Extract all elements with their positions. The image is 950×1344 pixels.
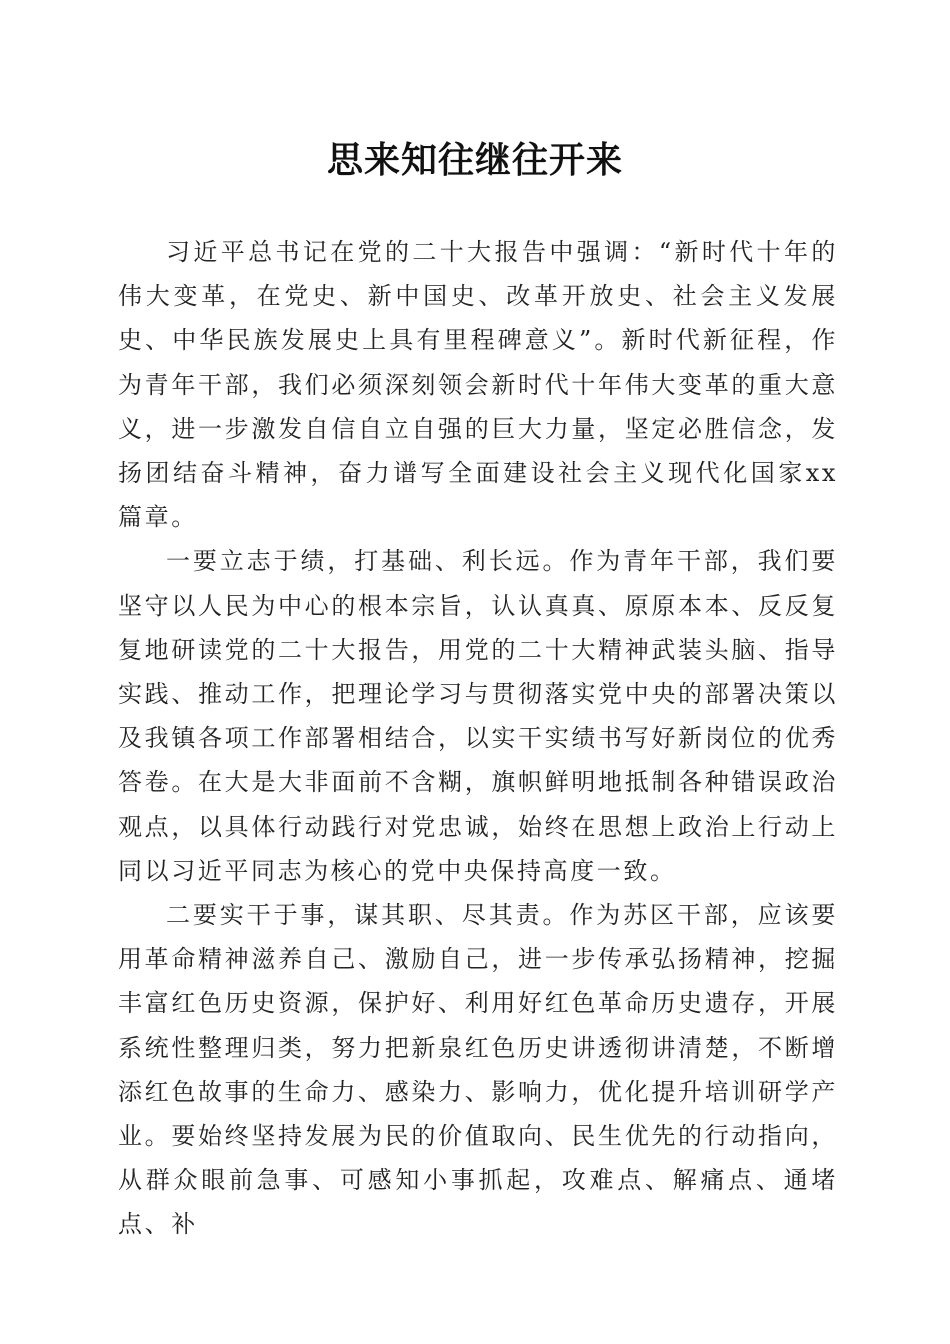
document-body — [118, 230, 838, 1247]
paragraph-point-one: 一要立志于绩，打基础、利长远。作为青年干部，我们要坚守以人民为中心的根本宗旨，认认真真、原原本本、反反复复地研读党的二十大报告，用党的二十大精神武装头脑、指导实践、推动工作，把理论学习与贯彻落实党中央的部署决策以及我镇各项工作部署相结合，以实干实绩书写好新岗位的优秀答卷。在大是大非面前不含糊，旗帜鲜明地抵制各种错误政治观点，以具体行动践行对党忠诚，始终在思想上政治上行动上同以习近平同志为核心的党中央保持高度一致。 — [118, 547, 838, 885]
document-title: 思来知往继往开来 — [326, 139, 623, 181]
paragraph-point-two: 二要实干于事，谋其职、尽其责。作为苏区干部，应该要用革命精神滋养自己、激励自己，进一步传承弘扬精神，挖掘丰富红色历史资源，保护好、利用好红色革命历史遗存，开展系统性整理归类，努力把新泉红色历史讲透彻讲清楚，不断增添红色故事的生命力、感染力、影响力，优化提升培训研学产业。要始终坚持发展为民的价值取向、民生优先的行动指向，从群众眼前急事、可感知小事抓起，攻难点、解痛点、通堵点、补 — [118, 901, 838, 1239]
paragraph-intro: 习近平总书记在党的二十大报告中强调：“新时代十年的伟大变革，在党史、新中国史、改革开放史、社会主义发展史、中华民族发展史上具有里程碑意义”。新时代新征程，作为青年干部，我们必须深刻领会新时代十年伟大变革的重大意义，进一步激发自信自立自强的巨大力量，坚定必胜信念，发扬团结奋斗精神，奋力谱写全面建设社会主义现代化国家xx篇章。 — [118, 238, 838, 532]
